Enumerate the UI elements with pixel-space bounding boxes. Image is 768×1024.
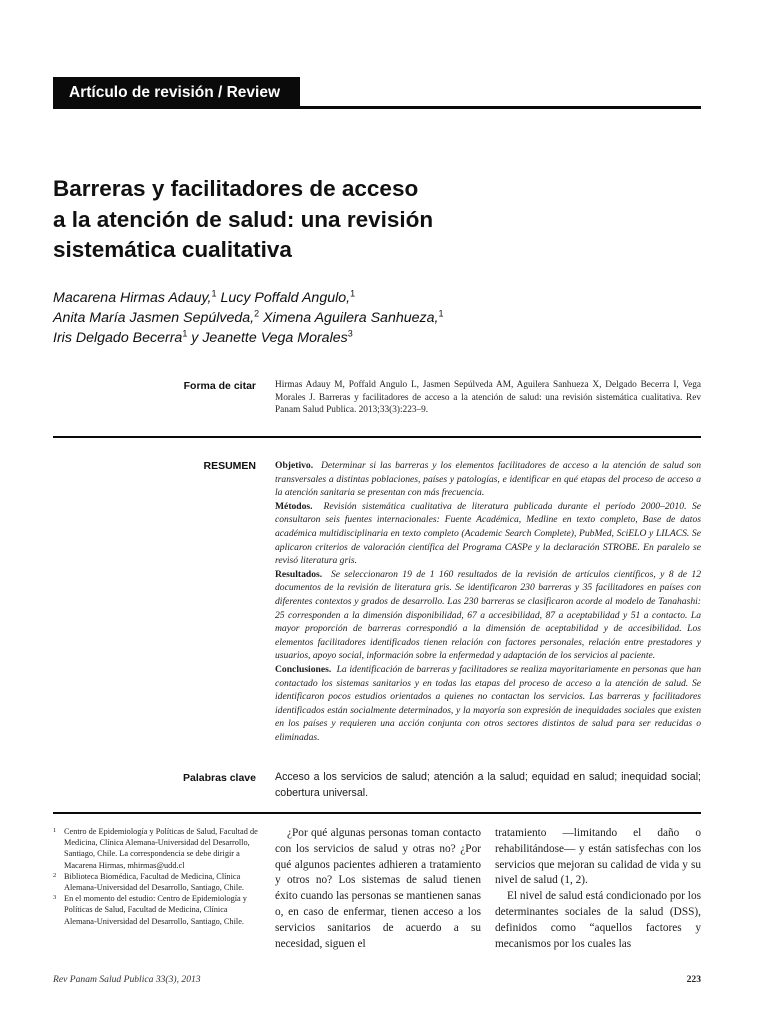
footnote-text: En el momento del estudio: Centro de Epidemiología y Políticas de Salud, Facultad de Medicina, Clínica Alemana-Universidad del Desarrollo, Santiago, Chile. (64, 894, 247, 926)
divider-rule (53, 812, 701, 814)
author-line (53, 308, 613, 328)
author-name: Lucy Poffald Angulo, (220, 290, 351, 306)
affiliation-mark: 1 (211, 288, 217, 299)
abstract-heading: Objetivo. (275, 460, 314, 471)
section-banner: Artículo de revisión / Review (53, 77, 300, 109)
author-name: y Jeanette Vega Morales (191, 330, 348, 346)
footnote-number: 2 (53, 871, 57, 879)
affiliation-mark: 1 (350, 288, 356, 299)
author-name: Macarena Hirmas Adauy, (53, 290, 212, 306)
affiliation-mark: 1 (438, 308, 444, 319)
page-number: 223 (686, 974, 701, 985)
abstract-text: Determinar si las barreras y los elementos facilitadores de acceso a la atención de salud son transversales a distintas poblaciones, países y patologías, e identificar en qué etapas del proceso de acceso a la atención sanitaria se presentan con más frecuencia. (275, 460, 701, 499)
author-name: Ximena Aguilera Sanhueza, (263, 310, 439, 326)
abstract-label: RESUMEN (203, 460, 256, 472)
footnotes (53, 826, 258, 927)
body-paragraph: ¿Por qué algunas personas toman contacto con los servicios de salud y otras no? ¿Por qué algunos pacientes adhieren a tratamiento y otros no? Los sistemas de salud tienen éxito cuando las personas se mantienen sanas o, en caso de enfermar, tienen acceso a los servicios sanitarios de acuerdo a su necesidad, siguen el (275, 827, 481, 950)
citation-label: Forma de citar (183, 380, 256, 392)
abstract-heading: Métodos. (275, 500, 313, 512)
author-line (53, 328, 613, 348)
abstract-conclusions (275, 663, 701, 745)
keywords-label: Palabras clave (183, 772, 256, 784)
abstract-body (275, 459, 701, 744)
banner-rule (300, 106, 701, 109)
abstract-text: Revisión sistemática cualitativa de literatura publicada durante el período 2000–2010. Se consultaron seis fuentes internacionales: Fuente Académica, Medline en texto completo, Base de datos académica multidisciplinaria en texto completo (Academic Search Complete), PubMed, SciELO y LILACS. Se aplicaron criterios de valoración científica del Programa CASPe y la declaración STROBE. En paralelo se revisó literatura gris. (275, 500, 701, 567)
footnote-text: Centro de Epidemiología y Políticas de Salud, Facultad de Medicina, Clínica Alemana-Universidad del Desarrollo, Santiago, Chile. La correspondencia se debe dirigir a Macarena Hirmas, mhirmas@udd.cl (64, 827, 258, 870)
footnote-text: Biblioteca Biomédica, Facultad de Medicina, Clínica Alemana-Universidad del Desarrollo, Santiago, Chile. (64, 871, 244, 893)
abstract-heading: Resultados. (275, 568, 323, 580)
keywords-text: Acceso a los servicios de salud; atención a la salud; equidad en salud; inequidad social; cobertura universal. (275, 771, 701, 799)
title-line: sistemática cualitativa (53, 237, 292, 262)
body-paragraph: tratamiento —limitando el daño o rehabilitándose— y están satisfechas con los servicios que mejoran su calidad de vida y su nivel de salud (1, 2). (495, 827, 701, 887)
footnote (53, 826, 258, 871)
body-paragraph: El nivel de salud está condicionado por los determinantes sociales de la salud (DSS), definidos como “aquellos factores y mecanismos por los cuales las (495, 890, 701, 950)
footnote-number: 1 (53, 827, 57, 834)
footer-journal: Rev Panam Salud Publica 33(3), 2013 (53, 974, 201, 985)
author-list (53, 288, 613, 348)
abstract-text: La identificación de barreras y facilitadores se realiza mayoritariamente en personas que han contactado los sistemas sanitarios y en todas las etapas del proceso de acceso a la atención de salud. Se identificaron pocos estudios orientados a quienes no contactan los servicios. Las barreras y facilitadores identificados están socialmente determinados, y la mayoría son expresión de inequidades sociales que existen en los países y requieren una acción conjunta con otros sectores distintos de salud para ser reducidas o eliminadas. (275, 663, 702, 743)
footnote (53, 871, 258, 893)
abstract-results (275, 568, 701, 663)
body-column-right (495, 826, 701, 952)
abstract-methods (275, 500, 701, 568)
title-line: Barreras y facilitadores de acceso (53, 176, 419, 201)
abstract-objective (275, 459, 701, 500)
author-name: Anita María Jasmen Sepúlveda, (53, 310, 255, 326)
citation-text: Hirmas Adauy M, Poffald Angulo L, Jasmen Sepúlveda AM, Aguilera Sanhueza X, Delgado Becerra I, Vega Morales J. Barreras y facilitadores de acceso a la atención de salud: una revisión sistemática cualitativa. Rev Panam Salud Publica. 2013;33(3):223–9. (275, 380, 701, 416)
article-title (53, 174, 573, 266)
affiliation-mark: 2 (254, 308, 260, 319)
divider-rule (53, 436, 701, 438)
affiliation-mark: 1 (182, 328, 188, 339)
footnote (53, 893, 258, 927)
author-name: Iris Delgado Becerra (53, 330, 183, 346)
body-column-left (275, 826, 481, 952)
title-line: a la atención de salud: una revisión (53, 206, 434, 232)
abstract-text: Se seleccionaron 19 de 1 160 resultados de la revisión de artículos científicos, y 8 de 12 documentos de la revisión de literatura gris. Se identificaron 230 barreras y 35 facilitadores en países con diferentes contextos y grados de desarrollo. Las 230 barreras se clasificaron acorde al modelo de Tanahashi: 25 corresponden a la dimensión disponibilidad, 67 a accesibilidad, 87 a aceptabilidad y 51 a contacto. La mayor proporción de barreras correspondió a la dimensión de aceptabilidad y de accesibilidad. Los elementos facilitadores identificados tienen relación con factores personales, relación entre prestadores y usuarios, apoyo social, información sobre la enfermedad y adaptación de los servicios al paciente. (275, 568, 702, 662)
author-line (53, 288, 613, 308)
affiliation-mark: 3 (347, 328, 353, 339)
footnote-number: 3 (53, 894, 57, 902)
abstract-heading: Conclusiones. (275, 663, 332, 675)
